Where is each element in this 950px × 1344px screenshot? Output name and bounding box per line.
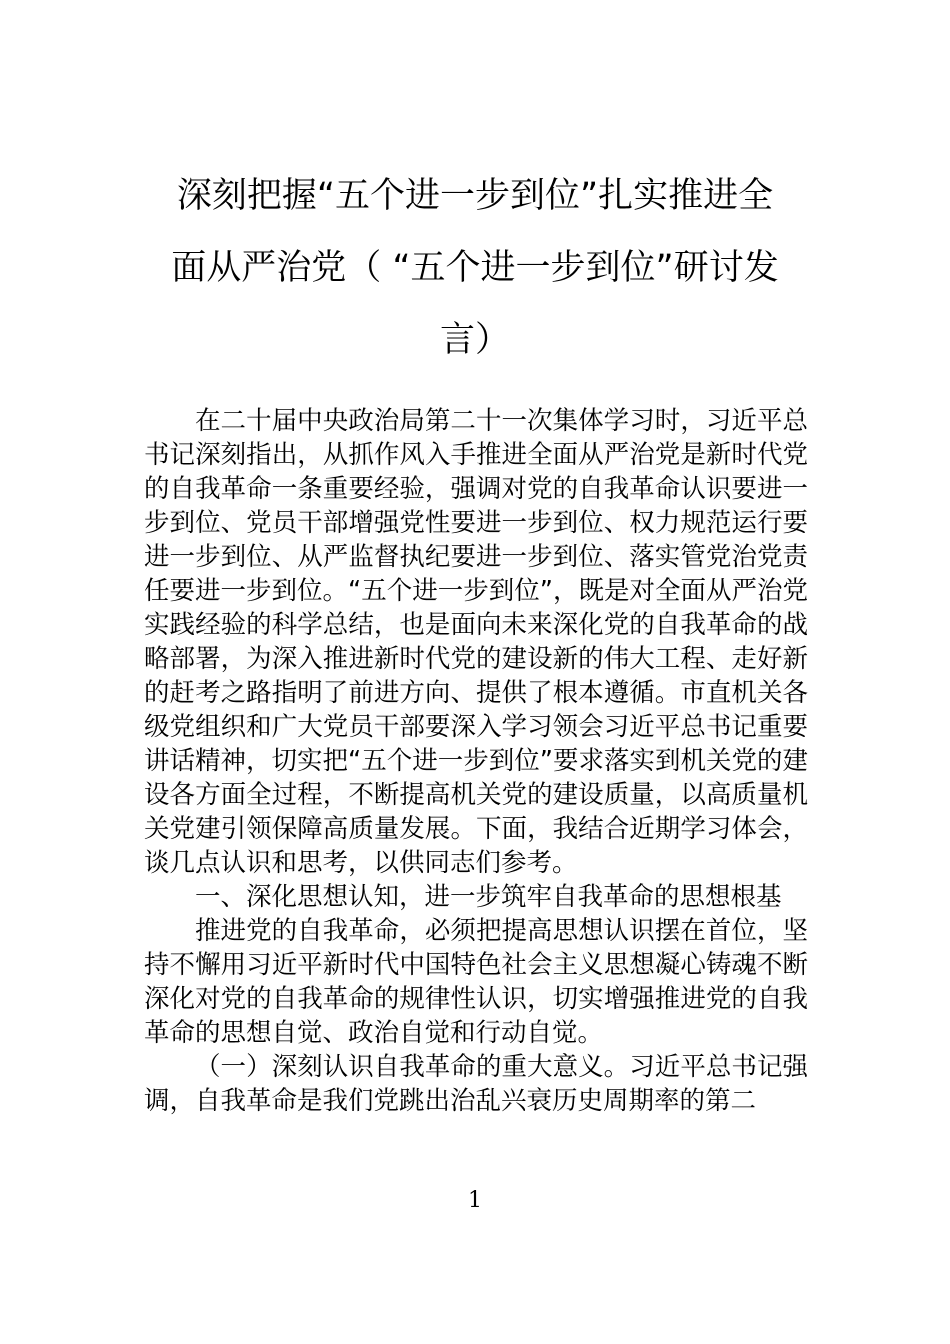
paragraph-subsection-1: （一）深刻认识自我革命的重大意义。习近平总书记强调，自我革命是我们党跳出治乱兴衰历史周期率的第二	[144, 1052, 808, 1116]
section-heading-1: 一、深化思想认知，进一步筑牢自我革命的思想根基	[195, 882, 782, 912]
paragraph-section-1: 推进党的自我革命，必须把提高思想认识摆在首位，坚持不懈用习近平新时代中国特色社会主义思想凝心铸魂不断深化对党的自我革命的规律性认识，切实增强推进党的自我革命的思想自觉、政治自觉和行动自觉。	[144, 916, 808, 1048]
title-line-3: 言）	[439, 320, 510, 360]
document-title	[140, 160, 810, 376]
title-line-2: 面从严治党（ “五个进一步到位”研讨发	[171, 248, 779, 288]
document-body	[144, 404, 808, 1118]
paragraph-intro: 在二十届中央政治局第二十一次集体学习时，习近平总书记深刻指出，从抓作风入手推进全面从严治党是新时代党的自我革命一条重要经验，强调对党的自我革命认识要进一步到位、党员干部增强党性要进一步到位、权力规范运行要进一步到位、从严监督执纪要进一步到位、落实管党治党责任要进一步到位。“五个进一步到位”，既是对全面从严治党实践经验的科学总结，也是面向未来深化党的自我革命的战略部署，为深入推进新时代党的建设新的伟大工程、走好新的赶考之路指明了前进方向、提供了根本遵循。市直机关各级党组织和广大党员干部要深入学习领会习近平总书记重要讲话精神，切实把“五个进一步到位”要求落实到机关党的建设各方面全过程，不断提高机关党的建设质量，以高质量机关党建引领保障高质量发展。下面，我结合近期学习体会，谈几点认识和思考，以供同志们参考。	[144, 406, 808, 878]
title-line-1: 深刻把握“五个进一步到位”扎实推进全	[176, 176, 774, 216]
page-number: 1	[468, 1188, 482, 1213]
